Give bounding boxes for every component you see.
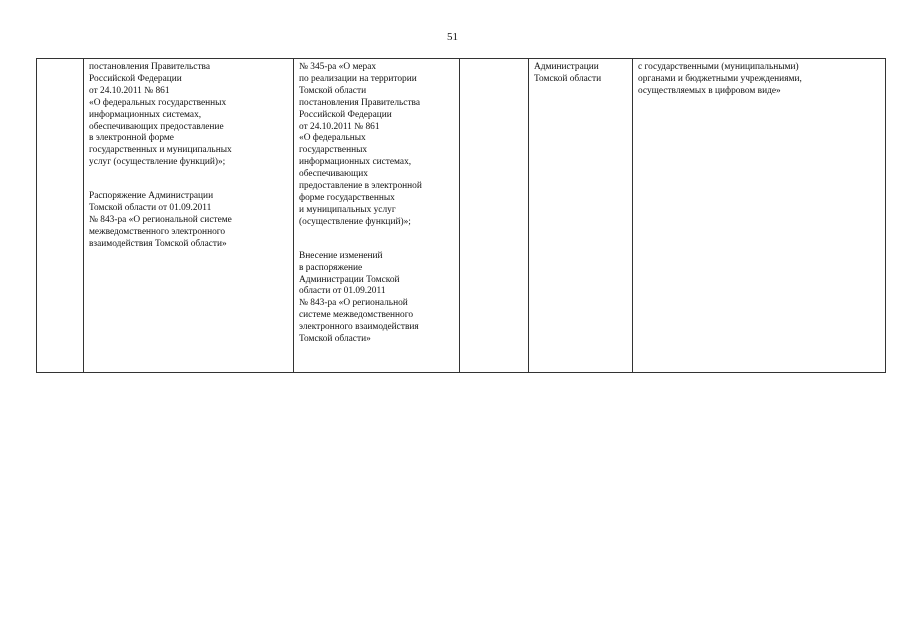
table-cell-empty — [460, 59, 529, 373]
cell-text: Администрации Томской области — [534, 62, 602, 84]
table-cell-current-document — [84, 59, 294, 373]
table-row — [37, 59, 886, 373]
table-cell-proposed-changes — [294, 59, 460, 373]
table-cell-responsible — [529, 59, 633, 373]
cell-paragraph: постановления Правительства Российской Федерации от 24.10.2011 № 861 «О федеральных государственных информационных системах, обеспечивающих предоставление в электронной форме государственных и муниципальных услуг (осуществление функций)»; — [89, 62, 232, 168]
table-cell-description — [633, 59, 886, 373]
page-number: 51 — [447, 31, 458, 43]
cell-text: с государственными (муниципальными) органами и бюджетными учреждениями, осуществляемых в цифровом виде» — [638, 62, 802, 96]
cell-paragraph: Распоряжение Администрации Томской области от 01.09.2011 № 843-ра «О региональной системе межведомственного электронного взаимодействия Томской области» — [89, 191, 232, 249]
table-cell-number — [37, 59, 84, 373]
cell-paragraph: Внесение изменений в распоряжение Администрации Томской области от 01.09.2011 № 843-ра «О региональной системе межведомственного электронного взаимодействия Томской области» — [299, 250, 419, 345]
cell-paragraph: № 345-ра «О мерах по реализации на территории Томской области постановления Правительства Российской Федерации от 24.10.2011 № 861 «О федеральных государственных информационных системах, обеспечивающих предоставление в электронной форме государственных и муниципальных услуг (осуществление функций)»; — [299, 62, 422, 227]
document-table — [36, 58, 886, 373]
